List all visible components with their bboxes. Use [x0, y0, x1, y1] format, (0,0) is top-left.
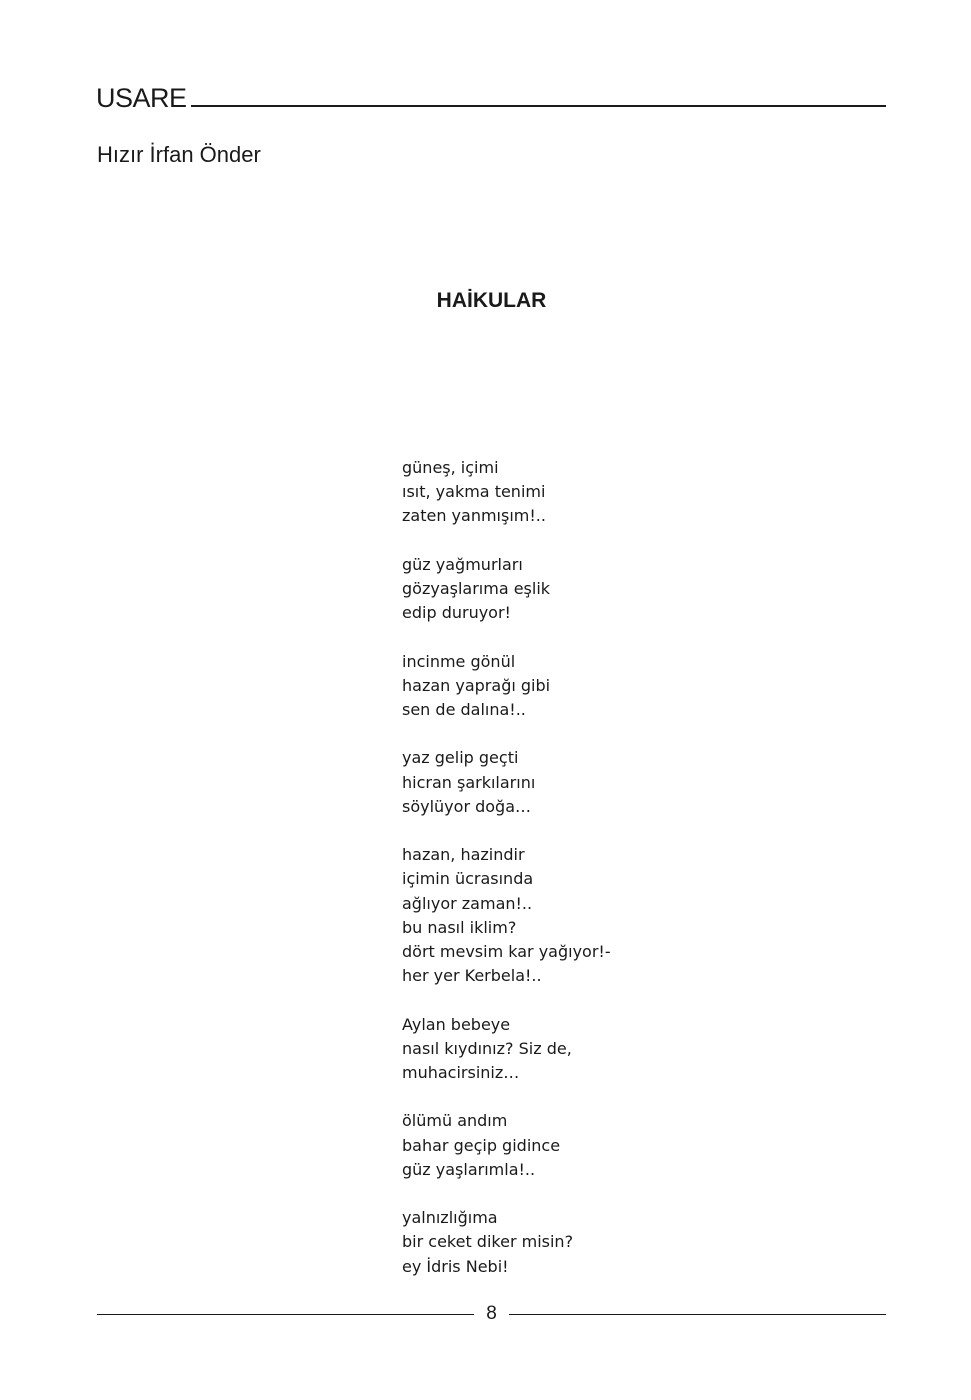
poem-line: sen de dalına!.. — [402, 700, 526, 719]
poem-stanza — [402, 1013, 611, 1086]
poem-line: edip duruyor! — [402, 603, 511, 623]
poem-line: söylüyor doğa… — [402, 796, 532, 816]
poem-line: bir ceket diker misin? — [402, 1232, 574, 1252]
poem-line: zaten yanmışım!.. — [402, 506, 546, 526]
poem-line: güz yağmurları — [402, 554, 523, 574]
poem-line: incinme gönül — [402, 651, 516, 671]
poem-line: yalnızlığıma — [402, 1208, 498, 1228]
poem-stanza — [402, 843, 611, 988]
footer-rule-right — [509, 1314, 886, 1315]
poems-container — [402, 456, 611, 1303]
poem-line: güz yaşlarımla!.. — [402, 1159, 536, 1179]
poem-stanza — [402, 553, 611, 626]
footer-rule-left — [97, 1314, 474, 1315]
poem-stanza — [402, 1206, 611, 1279]
page-number: 8 — [486, 1303, 497, 1324]
journal-title: USARE — [96, 83, 187, 113]
poem-line: hazan, hazindir — [402, 845, 525, 865]
poem-line: yaz gelip geçti — [402, 748, 519, 768]
poem-line: Aylan bebeye — [402, 1014, 511, 1034]
poem-stanza — [402, 650, 611, 723]
poem-line: gözyaşlarıma eşlik — [402, 579, 551, 598]
author-name: Hızır İrfan Önder — [97, 142, 261, 167]
poem-stanza — [402, 746, 611, 819]
poem-line: nasıl kıydınız? Siz de, — [402, 1038, 572, 1058]
poem-line: her yer Kerbela!.. — [402, 966, 542, 986]
poem-line: ey İdris Nebi! — [402, 1256, 509, 1276]
poem-line: içimin ücrasında — [402, 869, 534, 889]
header-rule — [191, 105, 886, 107]
page-footer — [97, 1302, 886, 1326]
poem-line: hicran şarkılarını — [402, 772, 536, 792]
poem-line: ölümü andım — [402, 1111, 508, 1131]
section-title: HAİKULAR — [436, 289, 547, 312]
poem-line: hazan yaprağı gibi — [402, 675, 551, 695]
poem-line: bahar geçip gidince — [402, 1135, 561, 1155]
poem-line: bu nasıl iklim? — [402, 917, 517, 937]
page-header — [96, 82, 886, 112]
poem-stanza — [402, 1109, 611, 1182]
poem-line: ağlıyor zaman!.. — [402, 893, 533, 913]
poem-line: muhacirsiniz… — [402, 1063, 520, 1082]
poem-line: dört mevsim kar yağıyor!- — [402, 942, 611, 961]
poem-stanza — [402, 456, 611, 529]
poem-line: ısıt, yakma tenimi — [402, 482, 546, 502]
poem-line: güneş, içimi — [402, 458, 499, 477]
